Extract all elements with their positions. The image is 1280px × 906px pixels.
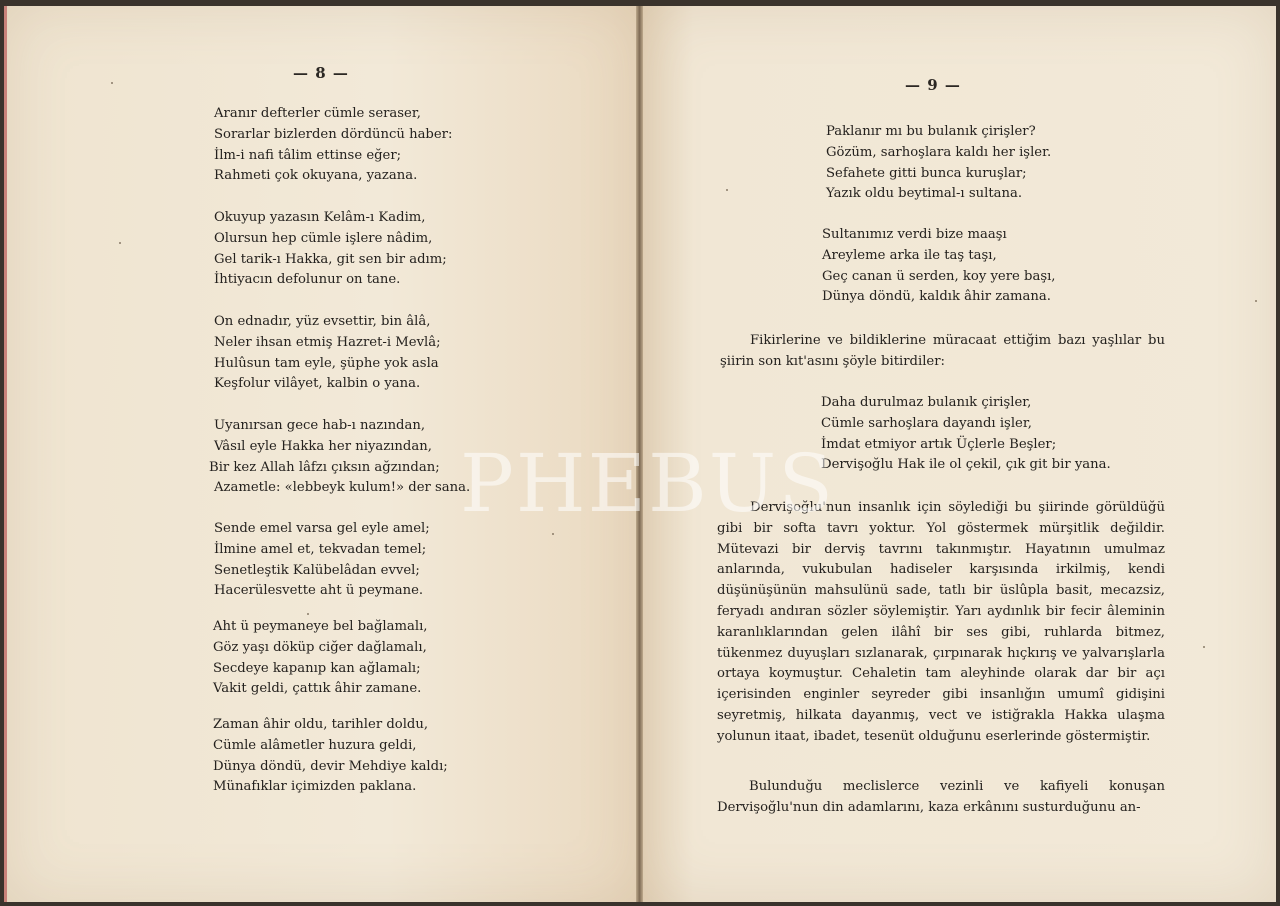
paper-speck	[726, 189, 728, 191]
verse-line: Dünya döndü, kaldık âhir zamana.	[822, 289, 1051, 305]
book-gutter	[636, 6, 643, 902]
verse-line: Aht ü peymaneye bel bağlamalı,	[213, 619, 428, 634]
verse-line: Cümle sarhoşlara dayandı işler,	[821, 415, 1032, 431]
verse-line: Cümle alâmetler huzura geldi,	[213, 737, 417, 753]
paper-speck	[1203, 646, 1205, 648]
final-stanza	[821, 393, 1111, 476]
verse-line: Sende emel varsa gel eyle amel;	[214, 521, 430, 536]
verse-line: Dervişoğlu Hak ile ol çekil, çık git bir yana.	[821, 457, 1111, 473]
verse-line: Yazık oldu beytimal-ı sultana.	[826, 186, 1023, 202]
stanza-8	[826, 122, 1051, 205]
verse-line: Aranır defterler cümle seraser,	[214, 106, 421, 121]
verse-line: Okuyup yazasın Kelâm-ı Kadim,	[214, 210, 426, 225]
intro-paragraph: Fikirlerine ve bildiklerine müracaat ettiğim bazı yaşlılar bu şiirin son kıt'asını şöyle bitirdiler:	[720, 333, 1165, 369]
body-paragraph-1: Dervişoğlu'nun insanlık için söylediği bu şiirinde görüldüğü gibi bir softa tavrı yoktur. Yol göstermek mürşitlik değildir. Mütevazi bir derviş tavrını takınmıştır. Hayatının umulmaz anlarında, vukubulan hadiseler karşısında irkilmiş, kendi düşünüşünün mahsulünü sade, tatlı bir üslûpla basit, mecazsiz, feryadı andıran sözler söylemiştir. Yarı aydınlık bir fecir âleminin karanlıklarından gelen ilâhî bir ses gibi, ruhlarda bitmez, tükenmez duyuşları sızlanarak, çırpınarak hıçkırış ve yalvarışlarla ortaya koymuştur. Cehaletin tam aleyhinde olarak dar bir açı içerisinden enginler seyreder gibi insanlığın umumî gidişini seyretmiş, hilkata dayanmış, vect ve istiğrakla Hakka ulaşma yolunun itaat, ibadet, tesenüt olduğunu eserlerinde göstermiştir.	[717, 500, 1165, 744]
verse-line: Olursun hep cümle işlere nâdim,	[214, 230, 433, 246]
verse-line: Göz yaşı döküp ciğer dağlamalı,	[213, 639, 427, 655]
stanza-3	[214, 312, 441, 395]
verse-line: Daha durulmaz bulanık çirişler,	[821, 395, 1032, 410]
verse-line: Vâsıl eyle Hakka her niyazından,	[214, 438, 432, 454]
body-paragraph-2: Bulunduğu meclislerce vezinli ve kafiyeli konuşan Dervişoğlu'nun din adamlarını, kaza erkânını susturduğunu an-	[717, 779, 1165, 815]
verse-line: Secdeye kapanıp kan ağlamalı;	[213, 660, 421, 676]
left-page-number: — 8 —	[293, 64, 349, 82]
stanza-1	[214, 104, 452, 187]
verse-line: Sorarlar bizlerden dördüncü haber:	[214, 126, 453, 142]
verse-line: Areyleme arka ile taş taşı,	[822, 247, 997, 263]
stanza-9	[822, 225, 1056, 308]
verse-line: Rahmeti çok okuyana, yazana.	[214, 168, 418, 184]
paper-speck	[111, 82, 113, 84]
stanza-4	[209, 416, 470, 499]
verse-line: Geç canan ü serden, koy yere başı,	[822, 268, 1056, 284]
stanza-6	[213, 617, 427, 700]
verse-line: Bir kez Allah lâfzı çıksın ağzından;	[209, 459, 440, 475]
right-page	[643, 6, 1276, 902]
verse-line: İlm-i nafi tâlim ettinse eğer;	[214, 147, 402, 163]
paper-speck	[552, 533, 554, 535]
verse-line: Uyanırsan gece hab-ı nazından,	[214, 418, 426, 433]
verse-line: On ednadır, yüz evsettir, bin âlâ,	[214, 314, 431, 329]
verse-line: Hacerülesvette aht ü peymane.	[214, 583, 424, 599]
verse-line: Azametle: «lebbeyk kulum!» der sana.	[214, 480, 471, 496]
verse-line: Vakit geldi, çattık âhir zamane.	[213, 681, 422, 697]
verse-line: Senetleştik Kalübelâdan evvel;	[214, 562, 420, 578]
verse-line: Keşfolur vilâyet, kalbin o yana.	[214, 376, 421, 392]
left-page	[4, 6, 639, 902]
stanza-2	[214, 208, 447, 291]
verse-line: Sultanımız verdi bize maaşı	[822, 227, 1007, 242]
stanza-5	[214, 519, 430, 602]
paper-speck	[1255, 300, 1257, 302]
verse-line: Münafıklar içimizden paklana.	[213, 779, 417, 795]
verse-line: Hulûsun tam eyle, şüphe yok asla	[214, 355, 439, 371]
verse-line: Gözüm, sarhoşlara kaldı her işler.	[826, 144, 1052, 160]
verse-line: Dünya döndü, devir Mehdiye kaldı;	[213, 758, 448, 774]
verse-line: Zaman âhir oldu, tarihler doldu,	[213, 717, 429, 732]
phebus-watermark: PHEBUS	[460, 437, 836, 530]
verse-line: İmdat etmiyor artık Üçlerle Beşler;	[821, 436, 1057, 452]
stanza-7	[213, 715, 448, 798]
verse-line: Gel tarik-ı Hakka, git sen bir adım;	[214, 251, 447, 267]
verse-line: Sefahete gitti bunca kuruşlar;	[826, 165, 1027, 181]
verse-line: İhtiyacın defolunur on tane.	[214, 272, 401, 288]
paper-speck	[119, 242, 121, 244]
right-page-number: — 9 —	[905, 76, 961, 94]
verse-line: Paklanır mı bu bulanık çirişler?	[826, 124, 1036, 139]
paper-speck	[307, 613, 309, 615]
verse-line: İlmine amel et, tekvadan temel;	[214, 541, 427, 557]
verse-line: Neler ihsan etmiş Hazret-i Mevlâ;	[214, 334, 441, 350]
